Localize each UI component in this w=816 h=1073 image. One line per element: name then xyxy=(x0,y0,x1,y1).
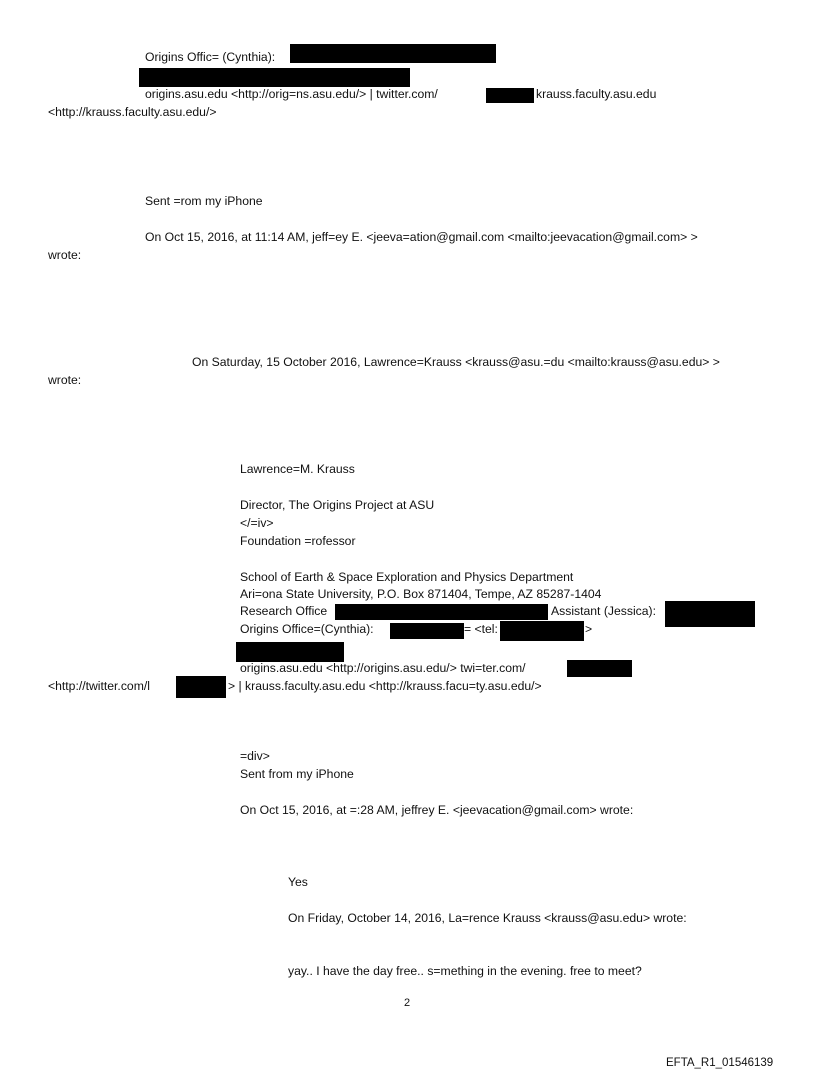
text-line: On Oct 15, 2016, at 11:14 AM, jeff=ey E. <jeeva=ation@gmail.com <mailto:jeevacation@gmail.com> > xyxy=(145,230,698,244)
text-line: wrote: xyxy=(48,248,82,262)
text-line: <http://twitter.com/l xyxy=(48,679,150,693)
text-line: Foundation =rofessor xyxy=(240,534,356,548)
text-line: krauss.faculty.asu.edu xyxy=(536,87,657,101)
redaction-box xyxy=(486,88,534,103)
redaction-box xyxy=(236,642,344,662)
text-line: > | krauss.faculty.asu.edu <http://krauss.facu=ty.asu.edu/> xyxy=(228,679,542,693)
redaction-box xyxy=(567,660,632,677)
text-line: On Friday, October 14, 2016, La=rence Krauss <krauss@asu.edu> wrote: xyxy=(288,911,687,925)
text-line: On Oct 15, 2016, at =:28 AM, jeffrey E. <jeevacation@gmail.com> wrote: xyxy=(240,803,634,817)
text-line: </=iv> xyxy=(240,516,274,530)
text-line: Sent from my iPhone xyxy=(240,767,354,781)
text-line: Assistant (Jessica): xyxy=(551,604,656,618)
text-line: origins.asu.edu <http://orig=ns.asu.edu/> | twitter.com/ xyxy=(145,87,438,101)
text-line: origins.asu.edu <http://origins.asu.edu/> twi=ter.com/ xyxy=(240,661,526,675)
page-number: 2 xyxy=(404,997,411,1009)
text-line: <http://krauss.faculty.asu.edu/> xyxy=(48,105,217,119)
redaction-box xyxy=(139,68,410,87)
text-line: Ari=ona State University, P.O. Box 871404, Tempe, AZ 85287-1404 xyxy=(240,587,602,601)
text-line: wrote: xyxy=(48,373,82,387)
text-line: On Saturday, 15 October 2016, Lawrence=Krauss <krauss@asu.=du <mailto:krauss@asu.edu> > xyxy=(192,355,720,369)
text-line: =div> xyxy=(240,749,270,763)
text-line: yay.. I have the day free.. s=mething in the evening. free to meet? xyxy=(288,964,642,978)
text-line: = <tel: xyxy=(464,622,498,636)
redaction-box xyxy=(290,44,496,63)
text-line: Origins Offic= (Cynthia): xyxy=(145,50,276,64)
redaction-box xyxy=(665,601,755,627)
text-line: > xyxy=(585,622,593,636)
text-line: Yes xyxy=(288,875,308,889)
text-line: Research Office xyxy=(240,604,328,618)
redaction-box xyxy=(390,623,464,639)
text-line: Origins Office=(Cynthia): xyxy=(240,622,374,636)
redaction-box xyxy=(500,621,584,641)
redaction-box xyxy=(335,604,548,620)
text-line: School of Earth & Space Exploration and Physics Department xyxy=(240,570,574,584)
text-line: Lawrence=M. Krauss xyxy=(240,462,355,476)
text-line: Director, The Origins Project at ASU xyxy=(240,498,435,512)
document-id: EFTA_R1_01546139 xyxy=(666,1057,774,1069)
text-line: Sent =rom my iPhone xyxy=(145,194,263,208)
redaction-box xyxy=(176,676,226,698)
